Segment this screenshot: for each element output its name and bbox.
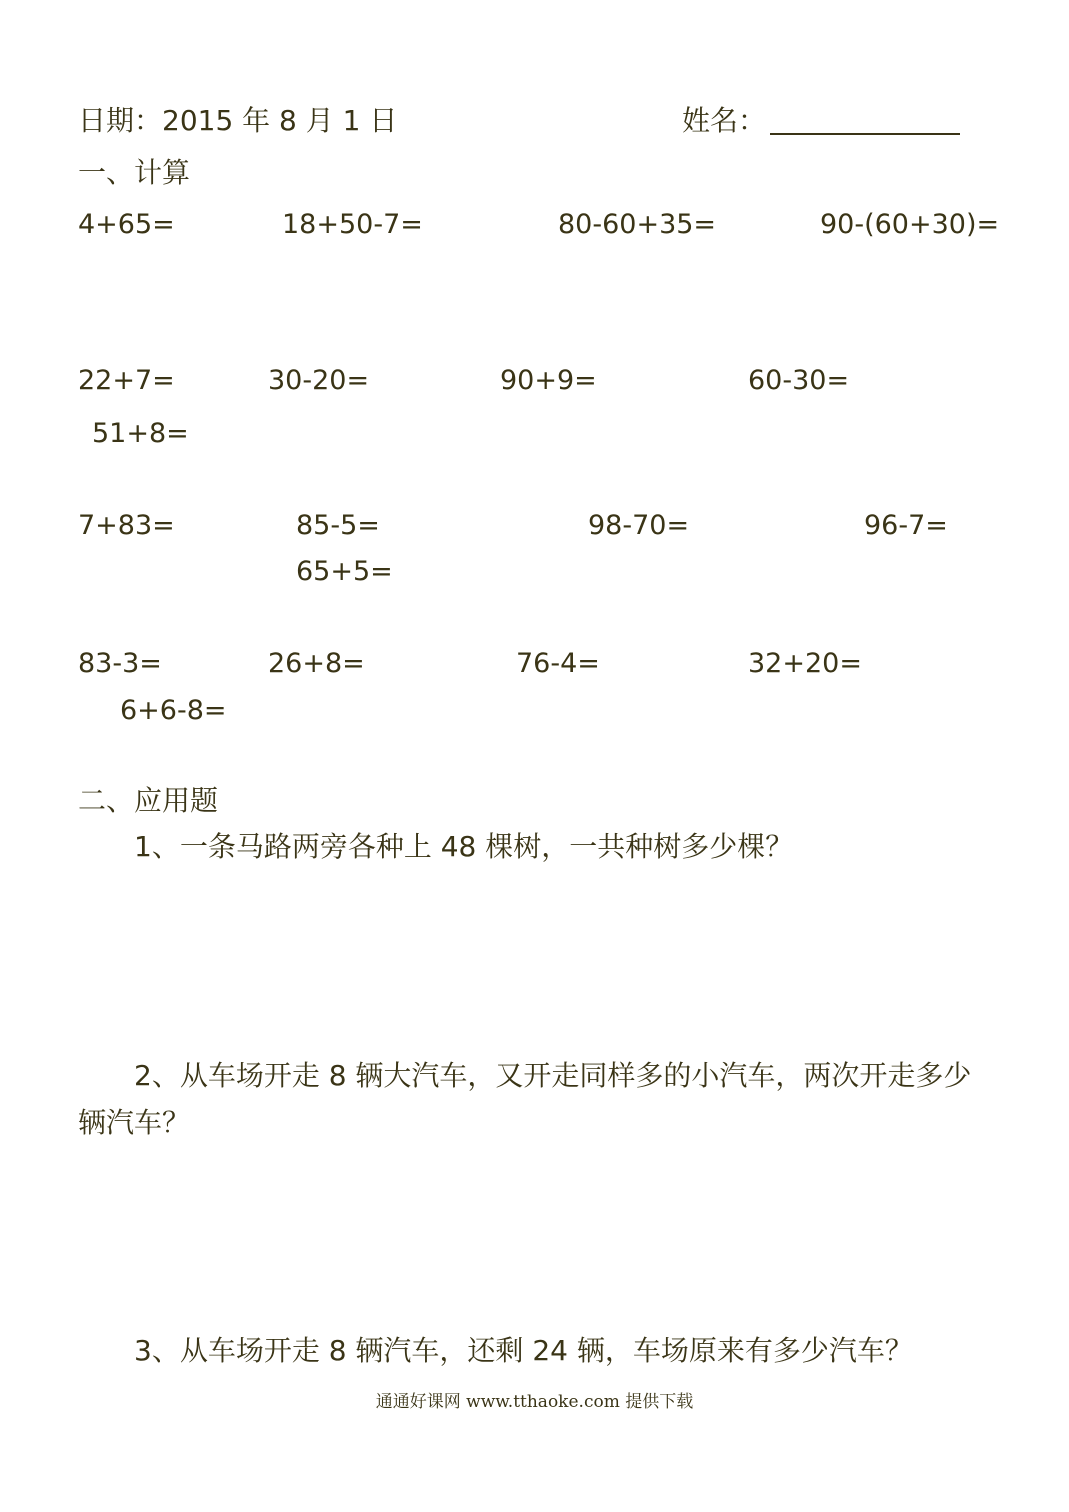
problem: 83-3=	[78, 648, 162, 679]
word-problem-2-line1: 2、从车场开走 8 辆大汽车，又开走同样多的小汽车，两次开走多少	[134, 1059, 972, 1092]
problem: 85-5=	[296, 510, 380, 541]
problem: 22+7=	[78, 365, 175, 396]
problem: 76-4=	[516, 648, 600, 679]
name-blank-line[interactable]	[770, 133, 960, 135]
problem: 6+6-8=	[120, 695, 227, 726]
date-label: 日期：2015 年 8 月 1 日	[78, 104, 398, 137]
problem: 32+20=	[748, 648, 862, 679]
section1-title: 一、计算	[78, 156, 191, 189]
word-problem-1: 1、一条马路两旁各种上 48 棵树，一共种树多少棵？	[134, 830, 794, 863]
problem: 65+5=	[296, 556, 393, 587]
problem: 98-70=	[588, 510, 690, 541]
problem: 80-60+35=	[558, 209, 717, 240]
problem: 90+9=	[500, 365, 597, 396]
problem: 4+65=	[78, 209, 175, 240]
name-label: 姓名：	[682, 104, 767, 137]
problem: 60-30=	[748, 365, 850, 396]
problem: 90-(60+30)=	[820, 209, 1000, 240]
problem: 26+8=	[268, 648, 365, 679]
problem: 51+8=	[92, 418, 189, 449]
word-problem-2-line2: 辆汽车？	[78, 1106, 191, 1139]
problem: 18+50-7=	[282, 209, 423, 240]
problem: 30-20=	[268, 365, 370, 396]
word-problem-3: 3、从车场开走 8 辆汽车，还剩 24 辆，车场原来有多少汽车？	[134, 1334, 913, 1367]
problem: 7+83=	[78, 510, 175, 541]
footer-credit: 通通好课网 www.tthaoke.com 提供下载	[375, 1392, 694, 1412]
problem: 96-7=	[864, 510, 948, 541]
section2-title: 二、应用题	[78, 784, 219, 817]
